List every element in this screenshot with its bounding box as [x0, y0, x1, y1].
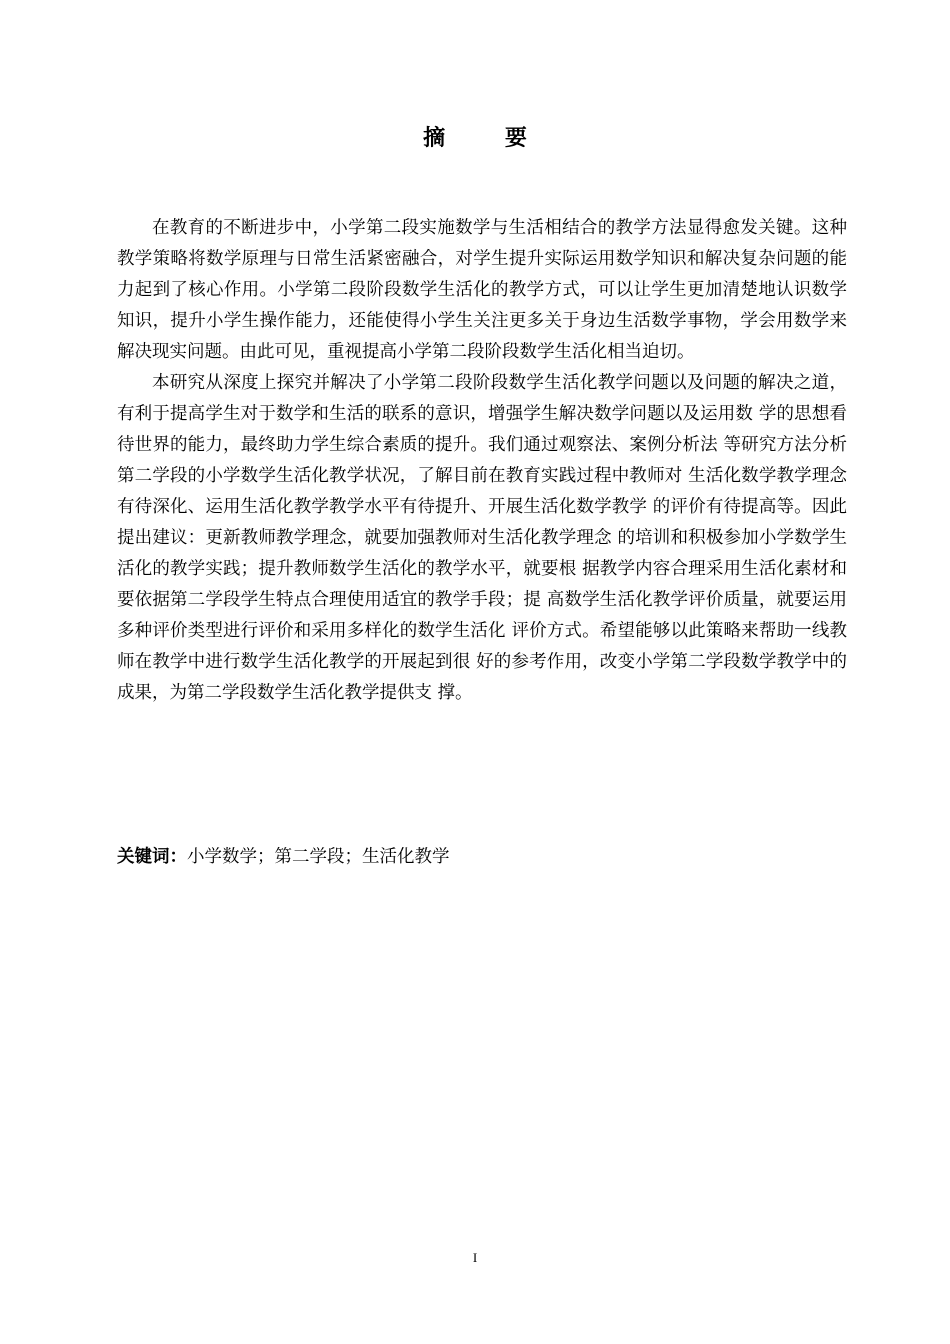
keywords-label: 关键词：	[117, 847, 187, 867]
abstract-paragraph-1: 在教育的不断进步中，小学第二段实施数学与生活相结合的教学方法显得愈发关键。这种教学策略将数学原理与日常生活紧密融合，对学生提升实际运用数学知识和解决复杂问题的能力起到了核心作用。小学第二段阶段数学生活化的教学方式，可以让学生更加清楚地认识数学知识，提升小学生操作能力，还能使得小学生关注更多关于身边生活数学事物，学会用数学来解决现实问题。由此可见，重视提高小学第二段阶段数学生活化相当迫切。	[117, 218, 847, 362]
page-title: 摘 要	[423, 126, 553, 151]
abstract-paragraph-2: 本研究从深度上探究并解决了小学第二段阶段数学生活化教学问题以及问题的解决之道，有利于提高学生对于数学和生活的联系的意识，增强学生解决数学问题以及运用数 学的思想看待世界的能力，最终助力学生综合素质的提升。我们通过观察法、案例分析法 等研究方法分析第二学段的小学数学生活化教学状况，了解目前在教育实践过程中教师对 生活化数学教学理念有待深化、运用生活化教学教学水平有待提升、开展生活化数学教学 的评价有待提高等。因此提出建议：更新教师教学理念，就要加强教师对生活化教学理念 的培训和积极参加小学数学生活化的教学实践；提升教师数学生活化的教学水平，就要根 据教学内容合理采用生活化素材和要依据第二学段学生特点合理使用适宜的教学手段；提 高数学生活化教学评价质量，就要运用多种评价类型进行评价和采用多样化的数学生活化 评价方式。希望能够以此策略来帮助一线教师在教学中进行数学生活化教学的开展起到很 好的参考作用，改变小学第二学段数学教学中的成果，为第二学段数学生活化教学提供支 撑。	[117, 373, 847, 703]
keywords-value: 小学数学；第二学段；生活化教学	[187, 847, 450, 867]
keywords-line	[117, 842, 847, 873]
abstract-body	[117, 213, 847, 709]
page-number: I	[472, 1250, 478, 1265]
